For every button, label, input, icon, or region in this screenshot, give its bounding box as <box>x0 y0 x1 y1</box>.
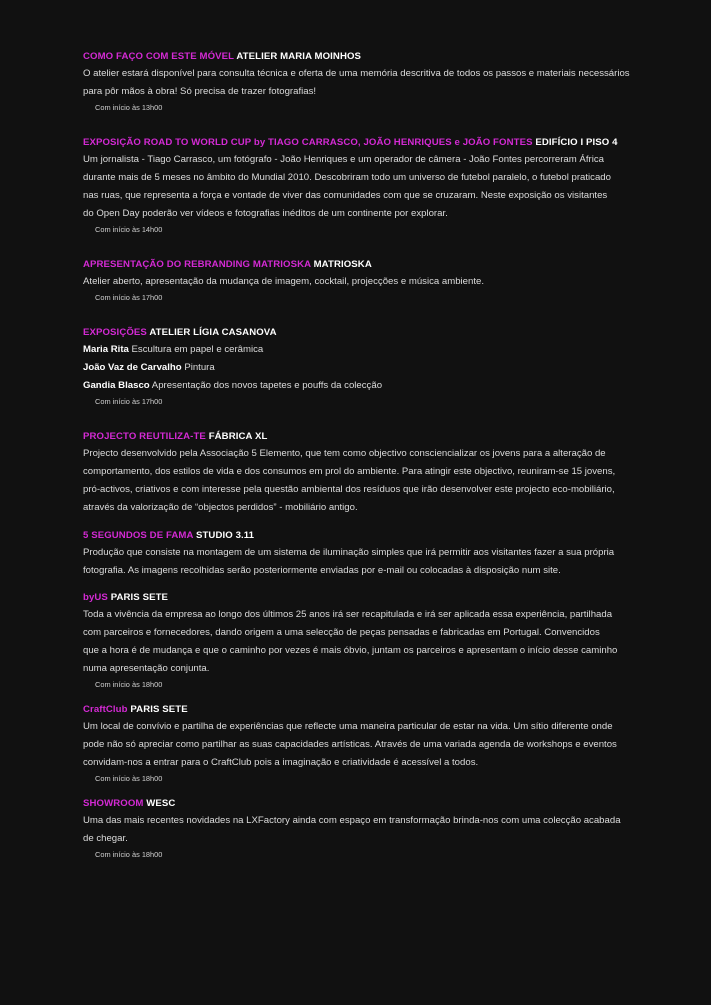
event-heading <box>83 429 648 445</box>
event-description-line: convidam-nos a entrar para o CraftClub pois a imaginação e criatividade é acessível a todos. <box>83 757 479 768</box>
event-description-line: para pôr mãos à obra! Só precisa de trazer fotografias! <box>83 86 317 97</box>
event-heading <box>83 702 648 718</box>
event-entry <box>83 325 648 409</box>
event-description-line: de chegar. <box>83 833 128 844</box>
exhibit-description: Apresentação dos novos tapetes e pouffs da colecção <box>151 380 383 391</box>
exhibitor-name: João Vaz de Carvalho <box>83 362 182 373</box>
event-entry <box>83 702 648 786</box>
event-title: EXPOSIÇÃO ROAD TO WORLD CUP by TIAGO CARRASCO, JOÃO HENRIQUES e JOÃO FONTES <box>83 137 533 148</box>
start-time: Com início às 18h00 <box>95 774 163 783</box>
event-location: STUDIO 3.11 <box>195 530 255 541</box>
event-heading <box>83 528 648 544</box>
event-location: PARIS SETE <box>130 704 188 715</box>
exhibition-item <box>83 359 648 377</box>
event-description-line: numa apresentação conjunta. <box>83 663 210 674</box>
event-title: SHOWROOM <box>83 798 144 809</box>
exhibitor-name: Gandia Blasco <box>83 380 150 391</box>
event-title: COMO FAÇO COM ESTE MÓVEL <box>83 51 234 62</box>
start-time: Com início às 17h00 <box>95 397 163 406</box>
event-description-line: do Open Day poderão ver vídeos e fotografias inéditos de um continente por explorar. <box>83 208 448 219</box>
event-location: ATELIER MARIA MOINHOS <box>236 51 362 62</box>
event-entry <box>83 590 648 692</box>
event-description-line: pró-activos, criativos e com interesse pela questão ambiental dos resíduos que irão desenvolver este projecto eco-mobiliário, <box>83 484 615 495</box>
event-description-line: pode não só apreciar como partilhar as suas capacidades artísticas. Através de uma variada agenda de workshops e eventos <box>83 739 617 750</box>
start-time: Com início às 17h00 <box>95 293 163 302</box>
event-entry <box>83 429 648 517</box>
event-location: FÁBRICA XL <box>208 431 268 442</box>
event-location: EDIFÍCIO I PISO 4 <box>535 137 618 148</box>
event-entry <box>83 135 648 237</box>
start-time: Com início às 14h00 <box>95 225 163 234</box>
event-description-line: Um local de convívio e partilha de experiências que reflecte uma maneira particular de estar na vida. Um sítio diferente onde <box>83 721 613 732</box>
event-description-line: Projecto desenvolvido pela Associação 5 Elemento, que tem como objectivo consciencializar os jovens para a alteração de <box>83 448 606 459</box>
event-title: EXPOSIÇÕES <box>83 327 147 338</box>
event-description-line: nas ruas, que representa a força e vontade de viver das comunidades com que se cruzaram. Neste exposição os visitantes <box>83 190 608 201</box>
event-location: MATRIOSKA <box>313 259 372 270</box>
start-time: Com início às 13h00 <box>95 103 163 112</box>
event-description-line: durante mais de 5 meses no âmbito do Mundial 2010. Descobriram todo um universo de futebol paralelo, o futebol praticado <box>83 172 611 183</box>
event-location: WESC <box>146 798 176 809</box>
exhibitor-name: Maria Rita <box>83 344 129 355</box>
event-entry <box>83 528 648 580</box>
event-heading <box>83 49 648 65</box>
event-description-line: com parceiros e fornecedores, dando origem a uma selecção de peças pensadas e fabricadas em Portugal. Convencidos <box>83 627 600 638</box>
event-location: PARIS SETE <box>110 592 169 603</box>
event-title: PROJECTO REUTILIZA-TE <box>83 431 206 442</box>
event-heading <box>83 257 648 273</box>
exhibit-description: Pintura <box>184 362 215 373</box>
event-entry <box>83 49 648 115</box>
event-heading <box>83 796 648 812</box>
start-time: Com início às 18h00 <box>95 680 163 689</box>
event-description-line: Toda a vivência da empresa ao longo dos últimos 25 anos irá ser recapitulada e irá ser aplicada essa experiência, partilhada <box>83 609 613 620</box>
event-description-line: Um jornalista - Tiago Carrasco, um fotógrafo - João Henriques e um operador de câmera - João Fontes percorreram África <box>83 154 604 165</box>
event-list <box>83 49 648 862</box>
start-time: Com início às 18h00 <box>95 850 163 859</box>
event-heading <box>83 135 648 151</box>
event-heading <box>83 325 648 341</box>
event-heading <box>83 590 648 606</box>
event-entry <box>83 257 648 305</box>
event-description-line: Produção que consiste na montagem de um sistema de iluminação simples que irá permitir aos visitantes fazer a sua própria <box>83 547 615 558</box>
exhibit-description: Escultura em papel e cerâmica <box>131 344 264 355</box>
event-description-line: que a hora é de mudança e que o caminho por vezes é mais óbvio, juntam os parceiros e apresentam o início desse caminho <box>83 645 618 656</box>
event-title: APRESENTAÇÃO DO REBRANDING MATRIOSKA <box>83 259 311 270</box>
event-title: byUS <box>83 592 108 603</box>
event-description-line: fotografia. As imagens recolhidas serão posteriormente enviadas por e-mail ou colocadas à disposição num site. <box>83 565 561 576</box>
event-title: 5 SEGUNDOS DE FAMA <box>83 530 194 541</box>
event-location: ATELIER LÍGIA CASANOVA <box>149 327 277 338</box>
exhibition-item <box>83 377 648 395</box>
event-description-line: através da valorização de “objectos perdidos” - mobiliário antigo. <box>83 502 358 513</box>
exhibition-item <box>83 341 648 359</box>
event-title: CraftClub <box>83 704 128 715</box>
event-description-line: Uma das mais recentes novidades na LXFactory ainda com espaço em transformação brinda-nos com uma colecção acabada <box>83 815 621 826</box>
event-entry <box>83 796 648 862</box>
event-description-line: O atelier estará disponível para consulta técnica e oferta de uma memória descritiva de todos os passos e materiais necessários <box>83 68 630 79</box>
event-description-line: Atelier aberto, apresentação da mudança de imagem, cocktail, projecções e música ambiente. <box>83 276 485 287</box>
event-description-line: comportamento, dos estilos de vida e dos consumos em prol do ambiente. Para atingir este objectivo, reuniram-se 15 jovens, <box>83 466 616 477</box>
